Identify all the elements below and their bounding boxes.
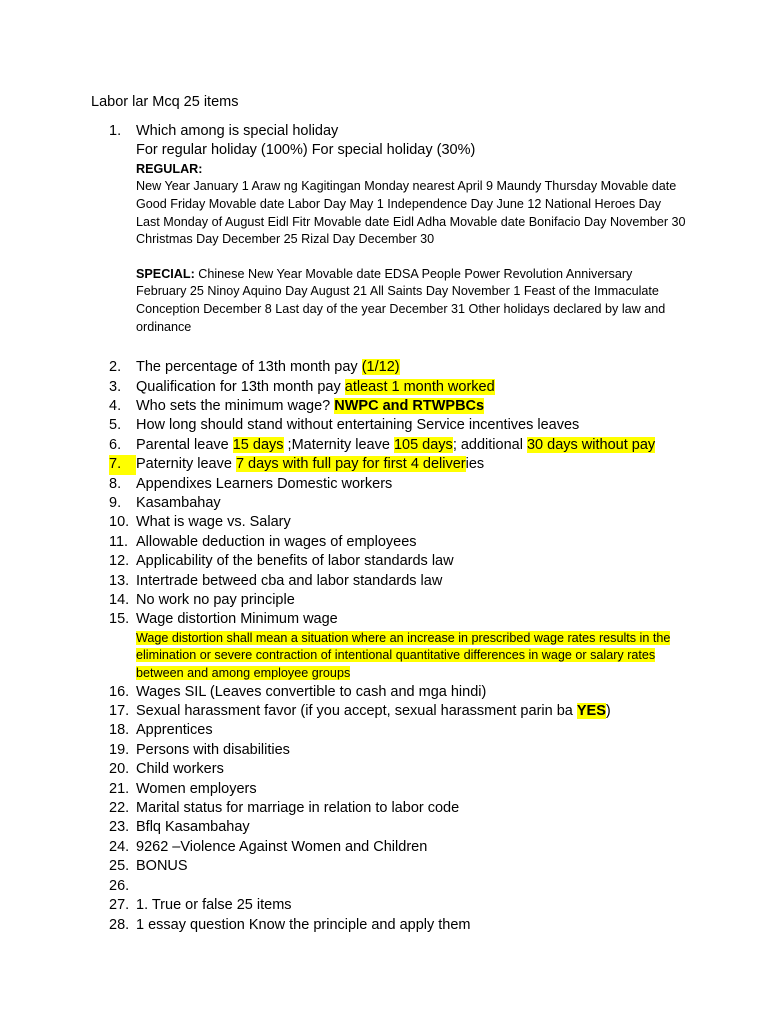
highlighted-answer: 7 days with full pay for first 4 deliver: [235, 456, 466, 473]
regular-holidays-text: New Year January 1 Araw ng Kagitingan Monday nearest April 9 Maundy Thursday Movable date Good Friday Movable date Labor Day May 1 Independence Day June 12 National Heroes Day Last Monday of August Eidl Fitr Movable date Eidl Adha Movable date Bonifacio Day November 30 Christmas Day December 25 Rizal Day December 30: [136, 179, 686, 247]
list-item: [0, 358, 768, 377]
highlighted-answer: YES: [576, 703, 606, 720]
item-number: 17.: [109, 703, 130, 720]
highlighted-answer: 30 days without pay: [526, 436, 656, 453]
question-list: [0, 122, 768, 935]
item-number: 27.: [109, 897, 130, 914]
item-text: ies: [465, 456, 485, 473]
list-item: [0, 475, 768, 494]
list-item: [0, 760, 768, 779]
item-text: Bflq Kasambahay: [136, 819, 250, 836]
item-number: 14.: [109, 592, 130, 609]
item-text: Intertrade betweed cba and labor standards law: [136, 572, 443, 589]
definition-text: Wage distortion shall mean a situation where an increase in prescribed wage rates results in the elimination or severe contraction of intentional quantitative differences in wage or salary rates between and among employee groups: [136, 630, 671, 681]
item-text: Which among is special holiday: [136, 123, 339, 139]
item-text: How long should stand without entertaining Service incentives leaves: [136, 417, 580, 434]
list-item: [0, 877, 768, 896]
item-number: 13.: [109, 572, 130, 589]
item-text: The percentage of 13th month pay: [136, 359, 362, 376]
list-item: [0, 818, 768, 837]
item-number: 21.: [109, 780, 130, 797]
item-number: 11.: [109, 533, 129, 550]
item-number: 25.: [109, 858, 130, 875]
item-text: Allowable deduction in wages of employees: [136, 533, 417, 550]
wage-distortion-definition: [0, 630, 676, 683]
highlighted-answer: 105 days: [393, 436, 453, 453]
highlighted-answer: 15 days: [232, 436, 284, 453]
highlighted-answer: (1/12): [361, 359, 400, 376]
item-text: Persons with disabilities: [136, 741, 290, 758]
item-text: Apprentices: [136, 722, 213, 739]
item-text: Wages SIL (Leaves convertible to cash and mga hindi): [136, 683, 487, 700]
list-item: [0, 416, 768, 435]
list-item: [0, 552, 768, 571]
item-text: Applicability of the benefits of labor standards law: [136, 553, 454, 570]
holiday-rates-line: For regular holiday (100%) For special holiday (30%): [136, 142, 476, 159]
list-item: [0, 838, 768, 857]
item-number: 28.: [109, 916, 130, 933]
list-item: [0, 702, 768, 721]
item-text: Wage distortion Minimum wage: [136, 611, 338, 628]
special-holidays-block: [0, 266, 686, 336]
list-item: [0, 857, 768, 876]
item-number: 19.: [109, 741, 130, 758]
item-number: 2.: [109, 359, 122, 376]
item-text: Child workers: [136, 761, 224, 778]
item-text: 9262 –Violence Against Women and Children: [136, 838, 428, 855]
regular-holidays-block: [0, 161, 686, 249]
regular-label: REGULAR:: [136, 161, 203, 176]
item-number: 15.: [109, 611, 130, 628]
special-holidays-text: Chinese New Year Movable date EDSA People Power Revolution Anniversary February 25 Ninoy Aquino Day August 21 All Saints Day November 1 Feast of the Immaculate Conception December 8 Last day of the year December 31 Other holidays declared by law and ordinance: [136, 266, 666, 334]
list-item: [0, 494, 768, 513]
item-text: Qualification for 13th month pay: [136, 378, 345, 395]
list-item: [0, 397, 768, 416]
list-item: [0, 591, 768, 610]
item-number: 1.: [109, 123, 122, 139]
item-text: BONUS: [136, 858, 188, 875]
item-text: Marital status for marriage in relation to labor code: [136, 800, 460, 817]
item-number: 5.: [109, 417, 122, 434]
list-item: [0, 122, 768, 141]
document-title: Labor lar Mcq 25 items: [91, 94, 239, 110]
item-text: Women employers: [136, 780, 257, 797]
item-text: 1 essay question Know the principle and apply them: [136, 916, 471, 933]
item-number: 10.: [109, 514, 130, 531]
item-number: 16.: [109, 683, 130, 700]
item-number: 8.: [109, 475, 122, 492]
item-number: 3.: [109, 378, 122, 395]
item-number: 7.: [109, 455, 136, 474]
item-text: ; additional: [452, 436, 527, 453]
highlighted-answer: atleast 1 month worked: [344, 378, 495, 395]
list-item: [0, 896, 768, 915]
item-text: Who sets the minimum wage?: [136, 397, 335, 414]
item-text: Paternity leave: [136, 456, 236, 473]
item-number: 26.: [109, 877, 130, 894]
list-item: [0, 572, 768, 591]
list-item: [0, 513, 768, 532]
list-item: [0, 721, 768, 740]
list-item: [0, 916, 768, 935]
special-label: SPECIAL:: [136, 266, 195, 281]
item-number: 24.: [109, 838, 130, 855]
item-number: 4.: [109, 397, 122, 414]
list-item: [0, 533, 768, 552]
list-item: [0, 683, 768, 702]
item-number: 12.: [109, 553, 130, 570]
item-number: 9.: [109, 495, 122, 511]
item-number: 20.: [109, 761, 130, 778]
list-item: [0, 610, 768, 629]
item-text: [136, 878, 140, 894]
item-text: 1. True or false 25 items: [136, 897, 292, 914]
item-number: 23.: [109, 819, 130, 836]
list-item: [0, 799, 768, 818]
list-item: [0, 378, 768, 397]
item-text: Kasambahay: [136, 495, 221, 511]
item-number: 22.: [109, 800, 130, 817]
item-text: ): [605, 703, 611, 720]
list-item: [0, 455, 768, 474]
item-text: ;Maternity leave: [283, 436, 394, 453]
item-text: No work no pay principle: [136, 592, 295, 609]
item-text: What is wage vs. Salary: [136, 514, 291, 531]
item-number: 6.: [109, 436, 122, 453]
list-item: [0, 780, 768, 799]
item-text: Appendixes Learners Domestic workers: [136, 475, 393, 492]
item-text: Sexual harassment favor (if you accept, sexual harassment parin ba: [136, 703, 577, 720]
highlighted-answer: NWPC and RTWPBCs: [334, 397, 485, 414]
list-item: [0, 436, 768, 455]
item-number: 18.: [109, 722, 130, 739]
list-item: [0, 741, 768, 760]
item-text: Parental leave: [136, 436, 233, 453]
